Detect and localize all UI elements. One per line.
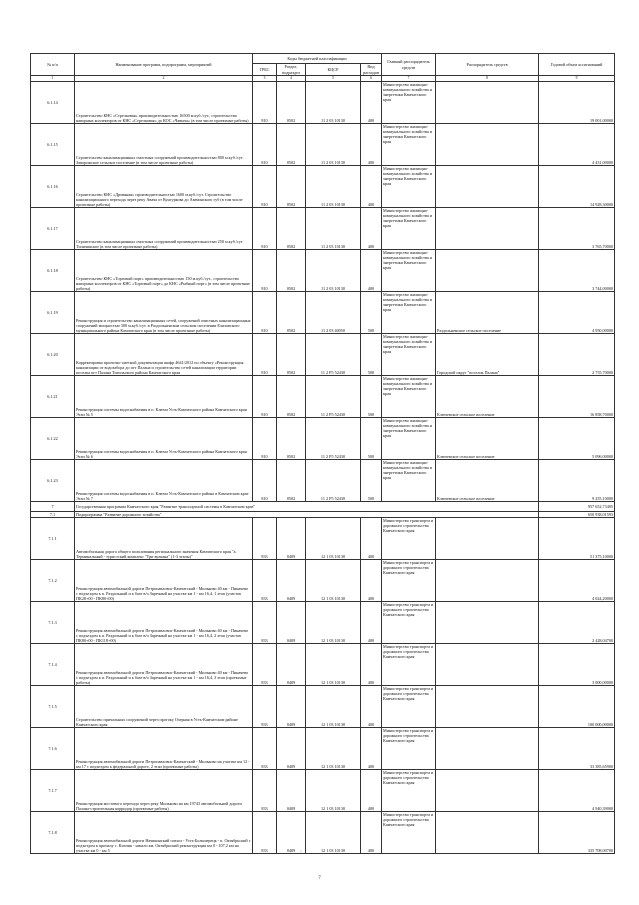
row-rz: 0409 bbox=[277, 644, 306, 686]
row-name: Автомобильная дорога общего пользования регионального значения Камчатского края "а. Терминальный - туристский комплекс "Три вулкана" (1-3 этапы)" bbox=[75, 518, 253, 560]
row-csr: 12 1 03 10130 bbox=[306, 728, 361, 770]
subprogram-row-sum: 650 938,01593 bbox=[539, 512, 615, 518]
row-vr: 400 bbox=[361, 208, 382, 250]
row-main-manager: Министерство жилищно-коммунального хозяйства и энергетики Камчатского края bbox=[382, 418, 436, 460]
row-vr: 400 bbox=[361, 124, 382, 166]
row-vr: 400 bbox=[361, 82, 382, 124]
row-manager bbox=[436, 166, 539, 208]
program-row-sum: 957 652,73405 bbox=[539, 502, 615, 512]
table-row bbox=[31, 208, 615, 250]
row-csr: 11 2 03 10130 bbox=[306, 82, 361, 124]
row-csr: 11 2 P5 52430 bbox=[306, 460, 361, 502]
row-name: Реконструкция автомобильной дороги Петропавловск-Камчатский - Мильково 40 км - Пиначево с подъездом к п. Раздольный и к базе в/ч Заречный на участке км 1 - км 16,4, 1 этап (участок ПК28+00 - ПК80+00) bbox=[75, 560, 253, 602]
row-manager: Ключевское сельское поселение bbox=[436, 460, 539, 502]
column-number: 3 bbox=[253, 76, 277, 82]
row-csr: 12 1 03 10130 bbox=[306, 686, 361, 728]
header-csr: КЦСР bbox=[306, 64, 361, 76]
row-vr: 500 bbox=[361, 292, 382, 334]
row-number: 7.1.7 bbox=[31, 770, 75, 812]
row-name: Реконструкция системы водоснабжения в п. Ключи Усть-Камчатского района в Камчатском крае Этап № 7 bbox=[75, 460, 253, 502]
row-grbs: 810 bbox=[253, 166, 277, 208]
row-number: 7.1.4 bbox=[31, 644, 75, 686]
row-sum: 4 940,39000 bbox=[539, 770, 615, 812]
table-row bbox=[31, 602, 615, 644]
column-number: 5 bbox=[306, 76, 361, 82]
row-manager bbox=[436, 250, 539, 292]
row-csr: 11 2 03 10130 bbox=[306, 166, 361, 208]
row-vr: 500 bbox=[361, 334, 382, 376]
row-csr: 12 1 03 10130 bbox=[306, 644, 361, 686]
row-main-manager: Министерство жилищно-коммунального хозяйства и энергетики Камчатского края bbox=[382, 292, 436, 334]
row-rz: 0409 bbox=[277, 812, 306, 854]
row-main-manager: Министерство транспорта и дорожного строительства Камчатского края bbox=[382, 812, 436, 854]
row-rz: 0409 bbox=[277, 518, 306, 560]
row-grbs: 810 bbox=[253, 82, 277, 124]
row-main-manager: Министерство жилищно-коммунального хозяйства и энергетики Камчатского края bbox=[382, 250, 436, 292]
row-sum: 3 000,00000 bbox=[539, 644, 615, 686]
row-csr: 11 2 P5 52430 bbox=[306, 418, 361, 460]
table-row bbox=[31, 812, 615, 854]
row-name: Реконструкция автомобильной дороги Петропавловск-Камчатский - Мильково 40 км - Пиначево с подъездом к п. Раздольный и к базе в/ч Заречный на участке км 1 - км 16,4, 3 этап (проектные работы) bbox=[75, 644, 253, 686]
row-grbs: 833 bbox=[253, 602, 277, 644]
row-sum: 4 950,00000 bbox=[539, 292, 615, 334]
row-manager bbox=[436, 644, 539, 686]
row-name: Реконструкция и строительство канализационных сетей, сооружений очистных канализационных сооружений мощностью 300 м.куб./сут. в Раздольненском сельском поселении Елизовского муниципального района Камчатского края (в том числе проектные работы) bbox=[75, 292, 253, 334]
row-manager bbox=[436, 124, 539, 166]
row-rz: 0502 bbox=[277, 82, 306, 124]
row-csr: 12 1 03 10130 bbox=[306, 560, 361, 602]
column-number: 7 bbox=[382, 76, 436, 82]
row-manager bbox=[436, 82, 539, 124]
row-main-manager: Министерство жилищно-коммунального хозяйства и энергетики Камчатского края bbox=[382, 208, 436, 250]
row-number: 6.1.19 bbox=[31, 292, 75, 334]
table-row bbox=[31, 686, 615, 728]
row-sum: 100 000,00000 bbox=[539, 686, 615, 728]
row-vr: 400 bbox=[361, 602, 382, 644]
row-grbs: 810 bbox=[253, 460, 277, 502]
row-rz: 0502 bbox=[277, 124, 306, 166]
row-vr: 400 bbox=[361, 250, 382, 292]
row-rz: 0409 bbox=[277, 560, 306, 602]
header-rz: Раздел, подраздел bbox=[277, 64, 306, 76]
row-csr: 12 1 03 10130 bbox=[306, 518, 361, 560]
row-vr: 400 bbox=[361, 166, 382, 208]
row-rz: 0502 bbox=[277, 208, 306, 250]
row-grbs: 810 bbox=[253, 250, 277, 292]
program-row bbox=[31, 502, 615, 512]
row-main-manager: Министерство транспорта и дорожного строительства Камчатского края bbox=[382, 602, 436, 644]
row-manager: Городской округ "поселок Палана" bbox=[436, 334, 539, 376]
row-csr: 12 1 03 10130 bbox=[306, 812, 361, 854]
table-row bbox=[31, 770, 615, 812]
row-number: 6.1.15 bbox=[31, 124, 75, 166]
row-grbs: 810 bbox=[253, 292, 277, 334]
row-vr: 500 bbox=[361, 376, 382, 418]
row-vr: 400 bbox=[361, 560, 382, 602]
row-main-manager: Министерство транспорта и дорожного строительства Камчатского края bbox=[382, 686, 436, 728]
row-manager: Ключевское сельское поселение bbox=[436, 376, 539, 418]
table-row bbox=[31, 376, 615, 418]
page-number: 7 bbox=[318, 876, 321, 881]
header-num: № п/п bbox=[31, 54, 75, 76]
row-number: 6.1.21 bbox=[31, 376, 75, 418]
row-number: 7.1.1 bbox=[31, 518, 75, 560]
row-name: Реконструкция мостового перехода через реку Мильково на км 19743 автомобильной дороги Палана-строительная корридор (проектные работы) bbox=[75, 770, 253, 812]
row-number: 6.1.16 bbox=[31, 166, 75, 208]
table-row bbox=[31, 460, 615, 502]
column-number: 2 bbox=[75, 76, 253, 82]
table-row bbox=[31, 250, 615, 292]
table-row bbox=[31, 560, 615, 602]
table-row bbox=[31, 124, 615, 166]
row-sum: 335 708,00700 bbox=[539, 812, 615, 854]
row-csr: 11 2 03 10130 bbox=[306, 250, 361, 292]
table-row bbox=[31, 418, 615, 460]
header-main-manager: Главный распорядитель средств bbox=[382, 54, 436, 76]
row-sum: 51 375,10000 bbox=[539, 518, 615, 560]
row-main-manager: Министерство жилищно-коммунального хозяйства и энергетики Камчатского края bbox=[382, 376, 436, 418]
row-grbs: 810 bbox=[253, 376, 277, 418]
table-row bbox=[31, 166, 615, 208]
header-sum: Годовой объем ассигнований bbox=[539, 54, 615, 76]
row-grbs: 833 bbox=[253, 644, 277, 686]
row-rz: 0502 bbox=[277, 250, 306, 292]
row-number: 7.1.8 bbox=[31, 812, 75, 854]
row-grbs: 833 bbox=[253, 770, 277, 812]
row-main-manager: Министерство жилищно-коммунального хозяйства и энергетики Камчатского края bbox=[382, 334, 436, 376]
row-name: Корректировка проектно-сметной документации шифр 4641/2012 по объекту «Реконструкция канализации от водозабора до пгт Палана и строительство сетей канализации территории поселка пгт Палана Тигильского района Камчатского края bbox=[75, 334, 253, 376]
row-rz: 0409 bbox=[277, 770, 306, 812]
row-grbs: 833 bbox=[253, 686, 277, 728]
program-row-number: 7 bbox=[31, 502, 75, 512]
row-vr: 500 bbox=[361, 460, 382, 502]
row-vr: 400 bbox=[361, 518, 382, 560]
row-name: Строительство канализационных очистных сооружений производительностью 250 м.куб./сут. Тиличикское (в том числе проектные работы) bbox=[75, 208, 253, 250]
row-vr: 500 bbox=[361, 418, 382, 460]
column-number: 8 bbox=[436, 76, 539, 82]
budget-table bbox=[30, 53, 615, 854]
row-manager bbox=[436, 812, 539, 854]
row-sum: 3 765,70000 bbox=[539, 208, 615, 250]
row-number: 6.1.23 bbox=[31, 460, 75, 502]
row-manager bbox=[436, 686, 539, 728]
row-rz: 0409 bbox=[277, 602, 306, 644]
budget-table-sheet bbox=[30, 53, 614, 854]
row-number: 7.1.5 bbox=[31, 686, 75, 728]
row-number: 6.1.17 bbox=[31, 208, 75, 250]
row-rz: 0502 bbox=[277, 376, 306, 418]
row-number: 7.1.3 bbox=[31, 602, 75, 644]
row-csr: 11 2 03 10130 bbox=[306, 208, 361, 250]
row-csr: 11 2 P5 52430 bbox=[306, 334, 361, 376]
row-rz: 0502 bbox=[277, 166, 306, 208]
row-name: Реконструкция системы водоснабжения в п. Ключи Усть-Камчатского района Камчатского края Этап № 6 bbox=[75, 418, 253, 460]
row-grbs: 810 bbox=[253, 418, 277, 460]
row-manager bbox=[436, 728, 539, 770]
row-csr: 11 2 03 10130 bbox=[306, 124, 361, 166]
header-manager: Распорядитель средств bbox=[436, 54, 539, 76]
row-sum: 5 096,00000 bbox=[539, 418, 615, 460]
table-row bbox=[31, 728, 615, 770]
row-rz: 0409 bbox=[277, 686, 306, 728]
row-rz: 0502 bbox=[277, 460, 306, 502]
header-row-top bbox=[31, 54, 615, 64]
row-manager bbox=[436, 208, 539, 250]
row-number: 7.1.2 bbox=[31, 560, 75, 602]
row-rz: 0409 bbox=[277, 728, 306, 770]
row-name: Строительство причальных сооружений через протоку Озерная в Усть-Камчатском районе Камчатского края bbox=[75, 686, 253, 728]
row-number: 6.1.22 bbox=[31, 418, 75, 460]
page-mark: · bbox=[300, 849, 302, 855]
row-grbs: 810 bbox=[253, 334, 277, 376]
row-manager bbox=[436, 770, 539, 812]
row-name: Строительство КНС «Стрелковая» производительностью 16500 м.куб./сут., строительство напорных коллекторов от КНС «Стрелковая» до КОС «Чавыча» (в том числе проектные работы) bbox=[75, 82, 253, 124]
row-csr: 12 1 03 10130 bbox=[306, 770, 361, 812]
row-main-manager: Министерство жилищно-коммунального хозяйства и энергетики Камчатского края bbox=[382, 124, 436, 166]
row-name: Реконструкция автомобильной дороги Петропавловск-Камчатский - Мильково на участке км 12 - км 17 с подъездом к федеральной дороге, 2 этап (проектные работы) bbox=[75, 728, 253, 770]
row-main-manager: Министерство жилищно-коммунального хозяйства и энергетики Камчатского края bbox=[382, 82, 436, 124]
row-vr: 400 bbox=[361, 812, 382, 854]
row-vr: 400 bbox=[361, 728, 382, 770]
row-number: 6.1.18 bbox=[31, 250, 75, 292]
row-rz: 0502 bbox=[277, 334, 306, 376]
row-csr: 11 2 03 40050 bbox=[306, 292, 361, 334]
column-number: 6 bbox=[361, 76, 382, 82]
row-grbs: 833 bbox=[253, 728, 277, 770]
row-sum: 4 024,20000 bbox=[539, 560, 615, 602]
row-name: Строительство КНС «Торговый порт» производительностью 150 м.куб./сут., строительство напорных коллекторов от КНС «Торговый порт» до КНС «Рыбный порт» (в том числе проектные работы) bbox=[75, 250, 253, 292]
row-main-manager: Министерство транспорта и дорожного строительства Камчатского края bbox=[382, 770, 436, 812]
program-row-name: Государственная программа Камчатского края "Развитие транспортной системы в Камчатском крае" bbox=[75, 502, 539, 512]
row-main-manager: Министерство жилищно-коммунального хозяйства и энергетики Камчатского края bbox=[382, 460, 436, 502]
row-name: Реконструкция автомобильной дороги Петропавловск-Камчатский - Мильково 40 км - Пиначево с подъездом к п. Раздольный и к базе в/ч Заречный на участке км 1 - км 16,4, 2 этап (участок ПК80+00 - ПК118+00) bbox=[75, 602, 253, 644]
row-number: 7.1.6 bbox=[31, 728, 75, 770]
row-manager bbox=[436, 518, 539, 560]
row-grbs: 810 bbox=[253, 124, 277, 166]
column-number: 4 bbox=[277, 76, 306, 82]
row-sum: 9 255,10000 bbox=[539, 460, 615, 502]
column-number: 9 bbox=[539, 76, 615, 82]
row-manager bbox=[436, 560, 539, 602]
row-sum: 33 385,65900 bbox=[539, 728, 615, 770]
row-rz: 0502 bbox=[277, 418, 306, 460]
row-main-manager: Министерство транспорта и дорожного строительства Камчатского края bbox=[382, 728, 436, 770]
row-main-manager: Министерство жилищно-коммунального хозяйства и энергетики Камчатского края bbox=[382, 166, 436, 208]
table-body bbox=[31, 82, 615, 854]
row-grbs: 810 bbox=[253, 208, 277, 250]
table-row bbox=[31, 82, 615, 124]
header-grbs: ГРБС bbox=[253, 64, 277, 76]
table-row bbox=[31, 644, 615, 686]
table-row bbox=[31, 518, 615, 560]
row-grbs: 833 bbox=[253, 560, 277, 602]
row-csr: 11 2 P5 52430 bbox=[306, 376, 361, 418]
row-grbs: 833 bbox=[253, 518, 277, 560]
row-main-manager: Министерство транспорта и дорожного строительства Камчатского края bbox=[382, 560, 436, 602]
row-main-manager: Министерство транспорта и дорожного строительства Камчатского края bbox=[382, 518, 436, 560]
table-row bbox=[31, 292, 615, 334]
row-sum: 4 431,00000 bbox=[539, 124, 615, 166]
row-name: Строительство КНС «Дровяная» производительностью 1600 м.куб./сут. Строительство канализационного перехода через реку Авача от Кунгуркова до Авачинского губ (в том числе проектные работы) bbox=[75, 166, 253, 208]
row-sum: 14 928,30000 bbox=[539, 166, 615, 208]
row-number: 6.1.20 bbox=[31, 334, 75, 376]
row-vr: 400 bbox=[361, 644, 382, 686]
subprogram-row-number: 7.1 bbox=[31, 512, 75, 518]
row-manager bbox=[436, 602, 539, 644]
subprogram-row-name: Подпрограмма "Развитие дорожного хозяйства" bbox=[75, 512, 539, 518]
row-sum: 2 428,04700 bbox=[539, 602, 615, 644]
header-codes: Коды бюджетной классификации bbox=[253, 54, 382, 64]
row-name: Строительство канализационных очистных сооружений производительностью 800 м.куб./сут. Запорожское сельское поселение (в том числе проектные работы) bbox=[75, 124, 253, 166]
header-name: Наименование программ, подпрограмм, мероприятий bbox=[75, 54, 253, 76]
row-manager: Ключевское сельское поселение bbox=[436, 418, 539, 460]
row-number: 6.1.14 bbox=[31, 82, 75, 124]
row-sum: 19 001,00000 bbox=[539, 82, 615, 124]
table-row bbox=[31, 334, 615, 376]
row-grbs: 833 bbox=[253, 812, 277, 854]
header-vr: Вид расходов bbox=[361, 64, 382, 76]
row-csr: 12 1 03 10130 bbox=[306, 602, 361, 644]
row-sum: 3 744,00000 bbox=[539, 250, 615, 292]
row-vr: 400 bbox=[361, 686, 382, 728]
row-manager: Раздольненское сельское поселение bbox=[436, 292, 539, 334]
row-name: Реконструкция системы водоснабжения в п. Ключи Усть-Камчатского района Камчатского края Этап № 5 bbox=[75, 376, 253, 418]
row-rz: 0502 bbox=[277, 292, 306, 334]
row-sum: 2 755,70000 bbox=[539, 334, 615, 376]
row-sum: 16 858,70000 bbox=[539, 376, 615, 418]
column-number: 1 bbox=[31, 76, 75, 82]
row-vr: 400 bbox=[361, 770, 382, 812]
row-main-manager: Министерство транспорта и дорожного строительства Камчатского края bbox=[382, 644, 436, 686]
row-name: Реконструкция автомобильной дороги Начикинский совхоз - Усть-Большерецк - п. Октябрьский с подъездом к причалу с. Кихчик - начало км. Октябрьский реконструкция км 0 - 107,2 км на участке км 0 - км 5 bbox=[75, 812, 253, 854]
